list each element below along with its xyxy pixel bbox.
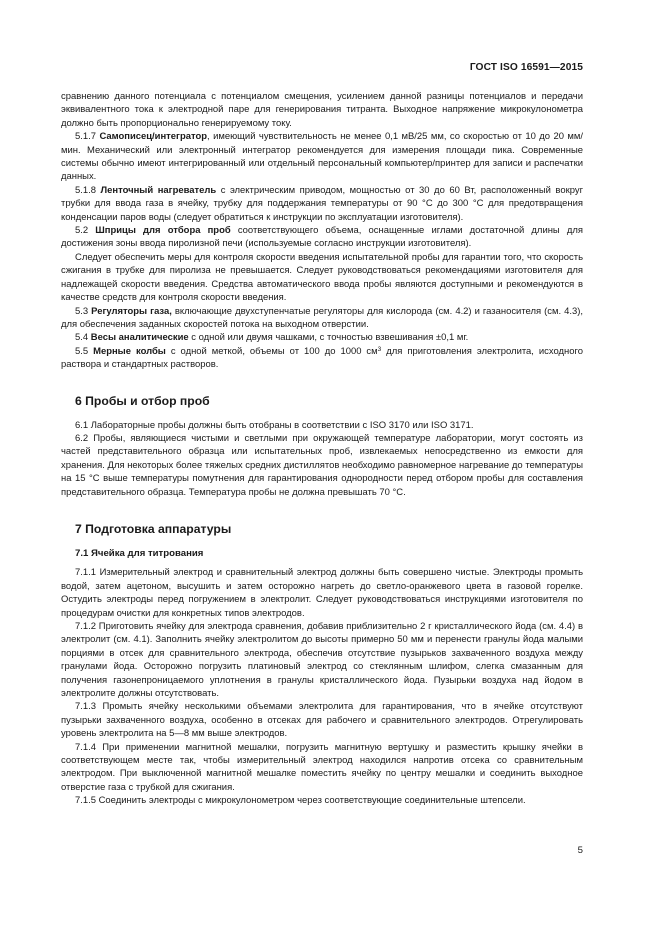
term: Шприцы для отбора проб bbox=[95, 225, 231, 237]
document-body bbox=[61, 90, 583, 808]
paragraph bbox=[61, 224, 583, 251]
clause-number: 5.2 bbox=[75, 225, 89, 237]
term: Самописец/интегратор bbox=[99, 131, 208, 143]
clause-number: 5.3 bbox=[75, 305, 89, 317]
paragraph bbox=[61, 331, 583, 344]
term: Мерные колбы bbox=[93, 345, 166, 357]
paragraph-text: 7.1.2 Приготовить ячейку для электрода сравнения, добавив приблизительно 2 г кристаллического йода (см. 4.4) в электролит (см. 4.1). Заполнить ячейку электролитом до высоты примерно 50 мм и перенести гранулы йода малыми порциями в отсек для сравнительного электрода, обеспечив отсутствие пузырьков захваченного воздуха между гранулами йода. Осторожно погрузить платиновый электрод со стеклянным шлифом, слегка смазанным для получения газонепроницаемого уплотнения в гранулы кристаллического йода. Пузырьки воздуха над йодом в электролите должны отсутствовать. bbox=[61, 621, 583, 700]
paragraph-text: с электрическим приводом, мощностью от 30 до 60 Вт, расположенный вокруг трубки для ввода газа в ячейку, трубку для поддержания температуры от 90 °C до 300 °C для предотвращения конденсации паров воды (следует обратиться к инструкции по эксплуатации изготовителя). bbox=[61, 184, 584, 223]
clause-number: 5.4 bbox=[75, 332, 89, 344]
paragraph bbox=[61, 432, 583, 499]
paragraph-text: 7.1.3 Промыть ячейку несколькими объемами электролита для гарантирования, что в ячейке отсутствуют пузырьки захваченного воздуха, особенно в отсеках для рабочего и сравнительного электродов. Отрегулировать уровень электролита на 5—8 мм выше электродов. bbox=[61, 701, 583, 740]
paragraph-text: 7.1.1 Измерительный электрод и сравнительный электрод должны быть совершено чистые. Электроды промыть водой, затем ацетоном, высушить и затем осторожно нагреть до светло-оранжевого цвета в газовой горелке. Остудить электроды перед погружением в электролит. Следует руководствоваться инструкциями изготовителя по процедурам очистки для конкретных типов электродов. bbox=[61, 567, 583, 619]
term: Ленточный нагреватель bbox=[100, 184, 217, 196]
paragraph bbox=[61, 700, 583, 740]
paragraph-text: включающие двухступенчатые регуляторы для кислорода (см. 4.2) и газаносителя (см. 4.3), для обеспечения заданных скоростей потока на выходном отверстии. bbox=[61, 305, 583, 330]
paragraph-text: соответствующего объема, оснащенные иглами достаточной длины для достижения зоны ввода пиролизной печи (используемые согласно инструкции изготовителя). bbox=[61, 225, 583, 250]
paragraph bbox=[61, 794, 583, 807]
paragraph-text: с одной или двумя чашками, с точностью взвешивания ±0,1 мг. bbox=[188, 332, 469, 344]
paragraph-text: для приготовления электролита, исходного раствора и стандартных растворов. bbox=[61, 345, 583, 371]
paragraph-text: 6.2 Пробы, являющиеся чистыми и светлыми при окружающей температуре лаборатории, могут состоять из частей представительного образца или испытательных проб, извлекаемых непосредственно из емкости для хранения. Для некоторых более тяжелых средних дистиллятов необходимо равномерное нагревание до температуры на 15 °C выше температуры помутнения для гарантирования однородности перед отбором пробы для составления представительного образца. Температура пробы не должна превышать 70 °C. bbox=[61, 432, 583, 498]
paragraph bbox=[61, 184, 583, 224]
paragraph-text: Следует обеспечить меры для контроля скорости введения испытательной пробы для гарантии того, что скорость сжигания в трубке для пиролиза не превышается. Следует руководствоваться рекомендациями изготовителя для надлежащей скорости введения. Средства автоматического ввода пробы являются доступными и рекомендуются в качестве средств для контроля скорости введения. bbox=[61, 251, 583, 304]
paragraph bbox=[61, 345, 583, 372]
term: Весы аналитические bbox=[90, 332, 189, 344]
paragraph-text: 6.1 Лабораторные пробы должны быть отобраны в соответствии с ISO 3170 или ISO 3171. bbox=[75, 419, 474, 431]
paragraph-text: с одной меткой, объемы от 100 до 1000 см bbox=[165, 345, 378, 357]
paragraph-text: 7.1.4 При применении магнитной мешалки, погрузить магнитную вертушку и разместить крышку ячейки в соответствующем месте так, чтобы измерительный электрод находился напротив отсека со сравнительным электродом. При выключенной магнитной мешалке поместить ячейку по центру мешалки и соединить выходное отверстие газа с трубкой для сжигания. bbox=[61, 741, 583, 793]
paragraph bbox=[61, 620, 583, 700]
superscript: 3 bbox=[377, 345, 382, 353]
clause-number: 5.1.8 bbox=[75, 184, 96, 196]
term: Регуляторы газа, bbox=[91, 305, 172, 317]
subsection-heading: 7.1 Ячейка для титрования bbox=[75, 547, 204, 559]
paragraph-text: сравнению данного потенциала с потенциалом смещения, усилением данной разницы потенциалов и передачи эквивалентного тока к электродной паре для генерирования титранта. Выходное напряжение микрокулонометра должно быть пропорционально генерируемому току. bbox=[61, 91, 583, 129]
document-id: ГОСТ ISO 16591—2015 bbox=[469, 62, 583, 73]
paragraph bbox=[61, 90, 583, 130]
page-number: 5 bbox=[577, 845, 583, 856]
paragraph bbox=[61, 741, 583, 795]
paragraph bbox=[61, 130, 583, 184]
section-heading: 7 Подготовка аппаратуры bbox=[75, 521, 232, 536]
section-heading: 6 Пробы и отбор проб bbox=[75, 393, 210, 408]
paragraph bbox=[61, 419, 583, 432]
paragraph bbox=[61, 566, 583, 620]
clause-number: 5.1.7 bbox=[75, 131, 96, 143]
paragraph bbox=[61, 305, 583, 332]
paragraph bbox=[61, 251, 583, 305]
paragraph-text: , имеющий чувствительность не менее 0,1 мВ/25 мм, со скоростью от 10 до 20 мм/мин. Механический или электронный интегратор рекомендуется для измерения площади пика. Современные системы обычно имеют интегрированный или отдельный персональный компьютер/принтер для записи и распечатки данных. bbox=[61, 131, 583, 183]
paragraph-text: 7.1.5 Соединить электроды с микрокулонометром через соответствующие соединительные штепсели. bbox=[75, 795, 526, 807]
clause-number: 5.5 bbox=[75, 345, 89, 357]
